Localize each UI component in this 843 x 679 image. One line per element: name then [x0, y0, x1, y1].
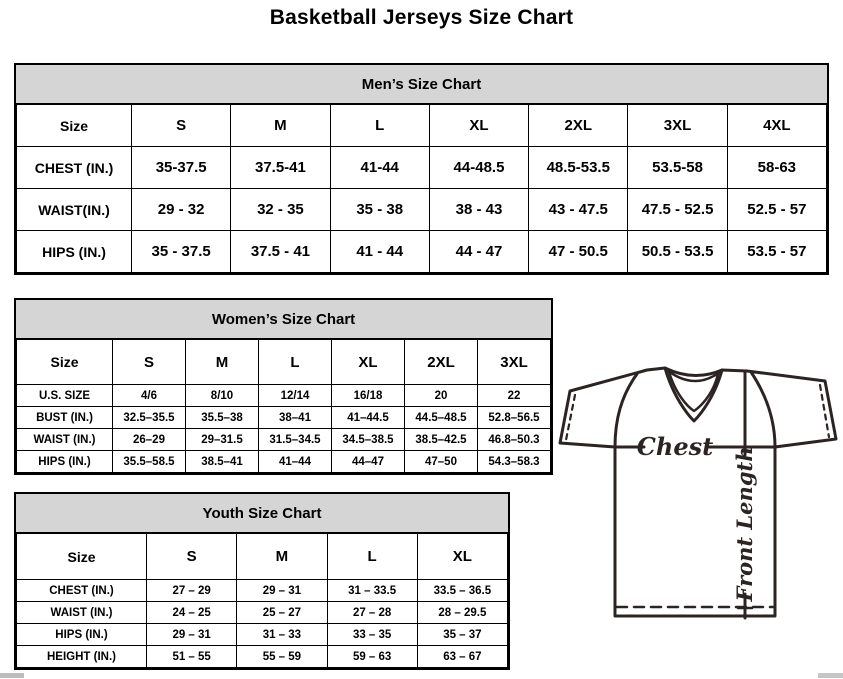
size-value-cell: 28 – 29.5	[417, 602, 507, 624]
size-value-cell: 58-63	[727, 147, 826, 189]
jersey-outline	[560, 368, 836, 616]
size-column-header: S	[113, 340, 186, 385]
size-value-cell: 29 - 32	[132, 189, 231, 231]
size-column-header: M	[186, 340, 259, 385]
size-value-cell: 26–29	[113, 429, 186, 451]
mens-size-chart	[14, 63, 829, 275]
size-value-cell: 53.5 - 57	[727, 231, 826, 273]
measurement-row-label: WAIST (IN.)	[17, 429, 113, 451]
womens-size-chart	[14, 298, 553, 475]
measurement-row-label: HIPS (IN.)	[17, 624, 147, 646]
size-value-cell: 8/10	[186, 385, 259, 407]
size-corner-header: Size	[17, 534, 147, 580]
table-row	[17, 231, 827, 273]
size-value-cell: 29–31.5	[186, 429, 259, 451]
womens-size-chart-title: Women’s Size Chart	[16, 300, 551, 339]
table-row	[17, 385, 551, 407]
size-value-cell: 47 - 50.5	[529, 231, 628, 273]
mens-size-table	[16, 104, 827, 273]
table-row	[17, 646, 508, 668]
table-row	[17, 602, 508, 624]
youth-size-chart-title: Youth Size Chart	[16, 494, 508, 533]
size-value-cell: 31.5–34.5	[259, 429, 332, 451]
table-header-row	[17, 105, 827, 147]
size-value-cell: 37.5 - 41	[231, 231, 330, 273]
table-row	[17, 451, 551, 473]
youth-size-chart	[14, 492, 510, 670]
size-value-cell: 47–50	[405, 451, 478, 473]
size-corner-header: Size	[17, 105, 132, 147]
measurement-row-label: CHEST (IN.)	[17, 147, 132, 189]
size-value-cell: 29 – 31	[147, 624, 237, 646]
size-value-cell: 50.5 - 53.5	[628, 231, 727, 273]
size-value-cell: 53.5-58	[628, 147, 727, 189]
jersey-measurement-diagram	[557, 358, 843, 642]
size-value-cell: 41–44	[259, 451, 332, 473]
size-value-cell: 37.5-41	[231, 147, 330, 189]
size-value-cell: 12/14	[259, 385, 332, 407]
size-value-cell: 41 - 44	[330, 231, 429, 273]
measurement-row-label: WAIST (IN.)	[17, 602, 147, 624]
horizontal-scrollbar-thumb-left[interactable]	[0, 673, 24, 678]
size-value-cell: 41–44.5	[332, 407, 405, 429]
size-value-cell: 4/6	[113, 385, 186, 407]
size-column-header: M	[231, 105, 330, 147]
measurement-row-label: HIPS (IN.)	[17, 451, 113, 473]
size-value-cell: 24 – 25	[147, 602, 237, 624]
measurement-row-label: HEIGHT (IN.)	[17, 646, 147, 668]
table-row	[17, 147, 827, 189]
size-value-cell: 32 - 35	[231, 189, 330, 231]
size-value-cell: 33 – 35	[327, 624, 417, 646]
page-title: Basketball Jerseys Size Chart	[269, 6, 574, 29]
table-row	[17, 624, 508, 646]
size-value-cell: 44-48.5	[429, 147, 528, 189]
size-value-cell: 44.5–48.5	[405, 407, 478, 429]
size-column-header: S	[147, 534, 237, 580]
size-column-header: XL	[429, 105, 528, 147]
size-value-cell: 38–41	[259, 407, 332, 429]
size-column-header: L	[327, 534, 417, 580]
size-column-header: 3XL	[478, 340, 551, 385]
size-column-header: S	[132, 105, 231, 147]
size-value-cell: 35 - 38	[330, 189, 429, 231]
size-value-cell: 22	[478, 385, 551, 407]
size-value-cell: 35.5–58.5	[113, 451, 186, 473]
measurement-row-label: WAIST(IN.)	[17, 189, 132, 231]
table-header-row	[17, 534, 508, 580]
womens-size-table	[16, 339, 551, 473]
size-value-cell: 34.5–38.5	[332, 429, 405, 451]
size-column-header: XL	[332, 340, 405, 385]
table-row	[17, 429, 551, 451]
size-value-cell: 38.5–41	[186, 451, 259, 473]
size-column-header: 4XL	[727, 105, 826, 147]
measurement-row-label: CHEST (IN.)	[17, 580, 147, 602]
size-column-header: 3XL	[628, 105, 727, 147]
measurement-row-label: HIPS (IN.)	[17, 231, 132, 273]
size-value-cell: 32.5–35.5	[113, 407, 186, 429]
size-value-cell: 35-37.5	[132, 147, 231, 189]
size-value-cell: 38 - 43	[429, 189, 528, 231]
size-column-header: 2XL	[529, 105, 628, 147]
size-value-cell: 44 - 47	[429, 231, 528, 273]
table-row	[17, 580, 508, 602]
size-value-cell: 27 – 29	[147, 580, 237, 602]
size-value-cell: 59 – 63	[327, 646, 417, 668]
size-value-cell: 27 – 28	[327, 602, 417, 624]
size-value-cell: 16/18	[332, 385, 405, 407]
size-value-cell: 55 – 59	[237, 646, 327, 668]
size-value-cell: 25 – 27	[237, 602, 327, 624]
size-value-cell: 20	[405, 385, 478, 407]
size-value-cell: 51 – 55	[147, 646, 237, 668]
measurement-row-label: BUST (IN.)	[17, 407, 113, 429]
chest-label: Chest	[636, 432, 714, 461]
measurement-row-label: U.S. SIZE	[17, 385, 113, 407]
size-value-cell: 47.5 - 52.5	[628, 189, 727, 231]
table-row	[17, 407, 551, 429]
size-value-cell: 52.8–56.5	[478, 407, 551, 429]
size-value-cell: 54.3–58.3	[478, 451, 551, 473]
size-value-cell: 29 – 31	[237, 580, 327, 602]
size-value-cell: 52.5 - 57	[727, 189, 826, 231]
size-value-cell: 48.5-53.5	[529, 147, 628, 189]
size-value-cell: 31 – 33	[237, 624, 327, 646]
size-column-header: L	[330, 105, 429, 147]
size-column-header: M	[237, 534, 327, 580]
size-value-cell: 43 - 47.5	[529, 189, 628, 231]
size-column-header: L	[259, 340, 332, 385]
size-value-cell: 44–47	[332, 451, 405, 473]
front-length-label: Front Length	[732, 446, 757, 602]
table-row	[17, 189, 827, 231]
size-value-cell: 63 – 67	[417, 646, 507, 668]
size-value-cell: 35 – 37	[417, 624, 507, 646]
size-value-cell: 31 – 33.5	[327, 580, 417, 602]
horizontal-scrollbar-thumb-right[interactable]	[818, 673, 843, 678]
size-value-cell: 35.5–38	[186, 407, 259, 429]
size-value-cell: 35 - 37.5	[132, 231, 231, 273]
size-corner-header: Size	[17, 340, 113, 385]
youth-size-table	[16, 533, 508, 668]
size-value-cell: 33.5 – 36.5	[417, 580, 507, 602]
table-header-row	[17, 340, 551, 385]
size-value-cell: 38.5–42.5	[405, 429, 478, 451]
size-column-header: XL	[417, 534, 507, 580]
mens-size-chart-title: Men’s Size Chart	[16, 65, 827, 104]
size-column-header: 2XL	[405, 340, 478, 385]
size-value-cell: 41-44	[330, 147, 429, 189]
size-value-cell: 46.8–50.3	[478, 429, 551, 451]
